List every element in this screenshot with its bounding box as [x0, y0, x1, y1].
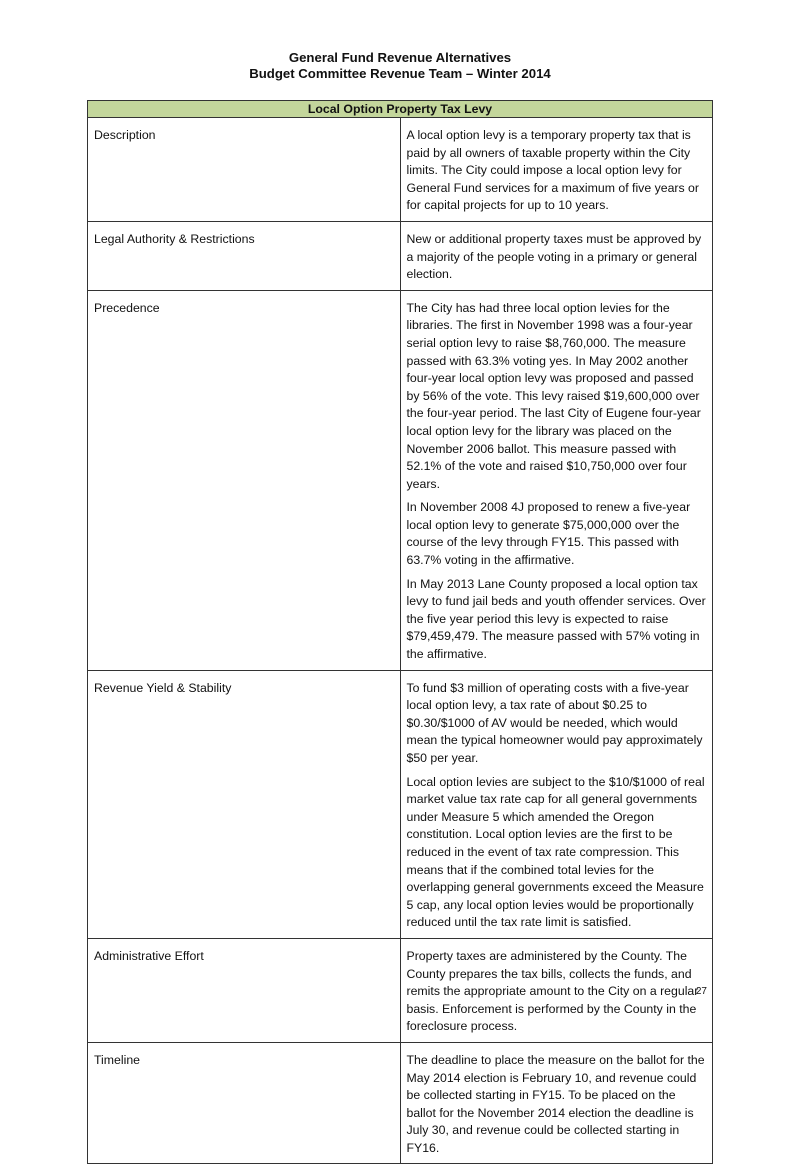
row-text: [400, 1042, 713, 1164]
row-paragraph: A local option levy is a temporary property tax that is paid by all owners of taxable property within the City limits. The City could impose a local option levy for General Fund services for a maximum of five years or for capital projects for up to 10 years.: [406, 128, 699, 213]
row-text: [400, 118, 713, 222]
row-paragraph: Local option levies are subject to the $10/$1000 of real market value tax rate cap for all general governments under Measure 5 which amended the Oregon constitution. Local option levies are the first to be reduced in the event of tax rate compression. This means that if the combined total levies for the overlapping general governments exceed the Measure 5 cap, any local option levies would be proportionally reduced until the tax rate limit is satisfied.: [406, 774, 705, 930]
document-subtitle: Budget Committee Revenue Team – Winter 2014: [249, 66, 551, 81]
row-label: Revenue Yield & Stability: [88, 670, 401, 938]
row-text: [400, 670, 713, 938]
row-paragraph: New or additional property taxes must be approved by a majority of the people voting in a primary or general election.: [406, 231, 702, 282]
row-text: [400, 221, 713, 290]
row-label: Description: [88, 118, 401, 222]
row-text: [400, 938, 713, 1042]
table-row-precedence: [88, 290, 713, 670]
row-label: Precedence: [88, 290, 401, 670]
row-paragraph: In November 2008 4J proposed to renew a five-year local option levy to generate $75,000,000 over the course of the levy through FY15. This passed with 63.7% voting in the affirmative.: [406, 500, 691, 568]
row-paragraph: The City has had three local option levies for the libraries. The first in November 1998 was a four-year serial option levy to raise $8,760,000. The measure passed with 63.3% voting yes. In May 2002 another four-year local option levy was proposed and passed by 56% of the vote. This levy raised $19,600,000 over the four-year period. The last City of Eugene four-year local option levy for the library was placed on the November 2006 ballot. This measure passed with 52.1% of the vote and raised $10,750,000 over four years.: [406, 300, 701, 491]
table-row-description: [88, 118, 713, 222]
row-text: [400, 290, 713, 670]
page-number: 27: [695, 986, 707, 997]
table-heading: Local Option Property Tax Levy: [88, 101, 713, 118]
row-paragraph: To fund $3 million of operating costs with a five-year local option levy, a tax rate of about $0.25 to $0.30/$1000 of AV would be needed, which would mean the typical homeowner would pay approximately $50 per year.: [406, 680, 703, 765]
levy-table: [87, 100, 713, 1164]
document-header: [0, 50, 800, 82]
row-label: Legal Authority & Restrictions: [88, 221, 401, 290]
table-row-legal-authority: [88, 221, 713, 290]
row-label: Timeline: [88, 1042, 401, 1164]
row-label: Administrative Effort: [88, 938, 401, 1042]
row-paragraph: In May 2013 Lane County proposed a local option tax levy to fund jail beds and youth offender services. Over the five year period this levy is expected to raise $79,459,479. The measure passed with 57% voting in the affirmative.: [406, 576, 706, 662]
table-heading-row: [88, 101, 713, 118]
row-paragraph: Property taxes are administered by the County. The County prepares the tax bills, collects the funds, and remits the appropriate amount to the City on a regular basis. Enforcement is performed by the County in the foreclosure process.: [406, 948, 699, 1034]
table-row-revenue-yield: [88, 670, 713, 938]
document-title: General Fund Revenue Alternatives: [288, 50, 512, 65]
table-row-administrative-effort: [88, 938, 713, 1042]
row-paragraph: The deadline to place the measure on the ballot for the May 2014 election is February 10, and revenue could be collected starting in FY15. To be placed on the ballot for the November 2014 election the deadline is July 30, and revenue could be collected starting in FY16.: [406, 1052, 705, 1155]
table-row-timeline: [88, 1042, 713, 1164]
